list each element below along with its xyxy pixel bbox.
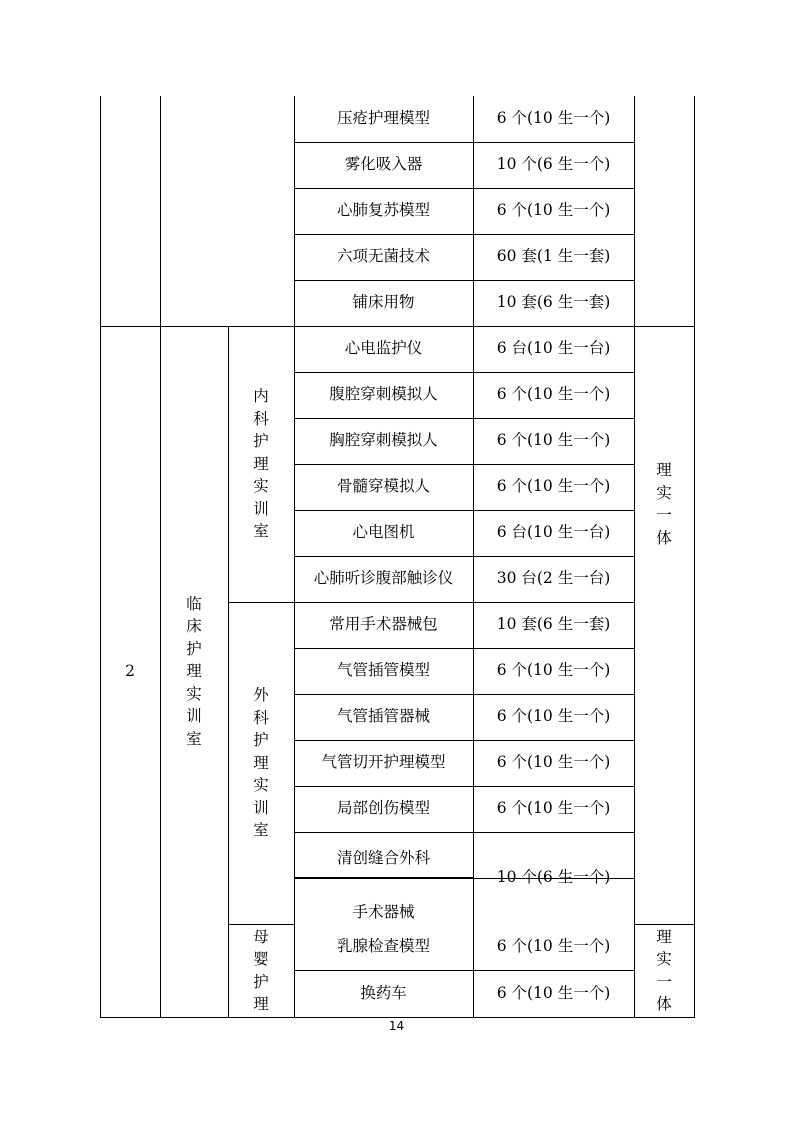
sub-room-label	[228, 602, 294, 924]
quantity-cell: 6 个(10 生一个)	[496, 937, 611, 956]
quantity-cell: 6 个(10 生一个)	[496, 707, 611, 726]
quantity-cell: 10 个(6 生一个)	[496, 155, 611, 174]
teaching-mode-label-char: 一	[656, 506, 672, 524]
equipment-name-cell: 气管切开护理模型	[321, 753, 446, 772]
equipment-name-cell: 铺床用物	[352, 293, 415, 312]
quantity-cell: 6 台(10 生一台)	[496, 339, 611, 358]
sub-room-label-char: 室	[253, 821, 269, 840]
sub-room-label	[228, 326, 294, 602]
quantity-cell: 6 个(10 生一个)	[496, 109, 611, 128]
sub-room-label-char: 内	[253, 387, 269, 406]
sub-room-label-char: 护	[253, 432, 269, 451]
quantity-cell: 6 个(10 生一个)	[496, 799, 611, 818]
quantity-cell: 6 个(10 生一个)	[496, 385, 611, 404]
training-room-label-char: 室	[186, 729, 202, 748]
quantity-cell: 10 套(6 生一套)	[496, 293, 611, 312]
equipment-name-cell: 气管插管模型	[336, 661, 430, 680]
sub-room-label-char: 训	[253, 499, 269, 518]
quantity-cell: 6 个(10 生一个)	[496, 661, 611, 680]
equipment-name-cell: 心电图机	[352, 523, 415, 542]
sub-room-label-char: 护	[253, 731, 269, 750]
teaching-mode-label-char: 实	[656, 950, 672, 968]
equipment-name-cell: 清创缝合外科	[336, 848, 430, 867]
quantity-cell: 6 个(10 生一个)	[496, 431, 611, 450]
training-room-label-char: 临	[186, 594, 202, 613]
teaching-mode-label	[634, 924, 694, 1017]
sub-room-label-char: 理	[253, 454, 269, 473]
equipment-name-cell: 气管插管器械	[336, 707, 430, 726]
equipment-name-cell: 手术器械	[352, 902, 415, 921]
equipment-name-cell: 心电监护仪	[344, 339, 423, 358]
quantity-cell: 6 个(10 生一个)	[496, 753, 611, 772]
quantity-cell: 60 套(1 生一套)	[496, 247, 611, 266]
training-room-label-char: 护	[186, 639, 202, 658]
sub-room-label-char: 科	[253, 409, 269, 428]
equipment-name-cell: 骨髓穿模拟人	[336, 477, 430, 496]
sub-room-label-char: 室	[253, 522, 269, 541]
quantity-cell: 6 个(10 生一个)	[496, 983, 611, 1002]
teaching-mode-label-char: 理	[656, 461, 672, 479]
sub-room-label-char: 科	[253, 708, 269, 727]
equipment-name-cell: 局部创伤模型	[336, 799, 430, 818]
teaching-mode-label-char: 理	[656, 927, 672, 946]
sub-room-label-char: 护	[253, 972, 269, 991]
sub-room-label-char: 实	[253, 477, 269, 496]
teaching-mode-label-char: 体	[656, 995, 672, 1013]
training-room-label-char: 床	[186, 617, 202, 636]
equipment-name-cell: 心肺听诊腹部触诊仪	[313, 569, 454, 588]
sub-room-label-char: 理	[253, 995, 269, 1013]
page-number: 14	[388, 1019, 405, 1033]
sub-room-label-char: 外	[253, 686, 269, 705]
quantity-cell: 6 台(10 生一台)	[496, 523, 611, 542]
sub-room-label-char: 婴	[253, 950, 269, 968]
training-room-label-char: 理	[186, 662, 202, 681]
teaching-mode-label-char: 体	[656, 528, 672, 547]
table-border-right	[694, 96, 695, 1018]
table-border-bottom	[100, 1017, 695, 1018]
equipment-name-cell: 压疮护理模型	[336, 109, 430, 128]
training-room-label-char: 训	[186, 707, 202, 726]
equipment-table	[100, 96, 694, 1017]
sub-room-label-char: 训	[253, 798, 269, 817]
equipment-name-cell: 雾化吸入器	[344, 155, 423, 174]
sub-room-label	[228, 924, 294, 1017]
equipment-name-cell: 六项无菌技术	[336, 247, 430, 266]
equipment-name-cell: 心肺复苏模型	[336, 201, 430, 220]
row-index-cell: 2	[125, 661, 135, 680]
quantity-cell: 30 台(2 生一台)	[496, 569, 611, 588]
equipment-name-cell: 常用手术器械包	[329, 615, 438, 634]
training-room-label-char: 实	[186, 684, 202, 703]
equipment-name-cell: 换药车	[360, 983, 407, 1002]
training-room-label	[160, 326, 228, 1017]
quantity-cell: 6 个(10 生一个)	[496, 477, 611, 496]
equipment-name-cell: 胸腔穿刺模拟人	[329, 431, 438, 450]
quantity-cell: 6 个(10 生一个)	[496, 201, 611, 220]
teaching-mode-label-char: 一	[656, 972, 672, 991]
quantity-cell: 10 套(6 生一套)	[496, 615, 611, 634]
sub-room-label-char: 母	[253, 927, 269, 946]
teaching-mode-label	[634, 326, 694, 682]
equipment-name-cell: 乳腺检查模型	[336, 937, 430, 956]
teaching-mode-label-char: 实	[656, 483, 672, 502]
sub-room-label-char: 实	[253, 776, 269, 795]
equipment-name-cell: 腹腔穿刺模拟人	[329, 385, 438, 404]
quantity-cell: 10 个(6 生一个)	[496, 868, 611, 887]
sub-room-label-char: 理	[253, 753, 269, 772]
